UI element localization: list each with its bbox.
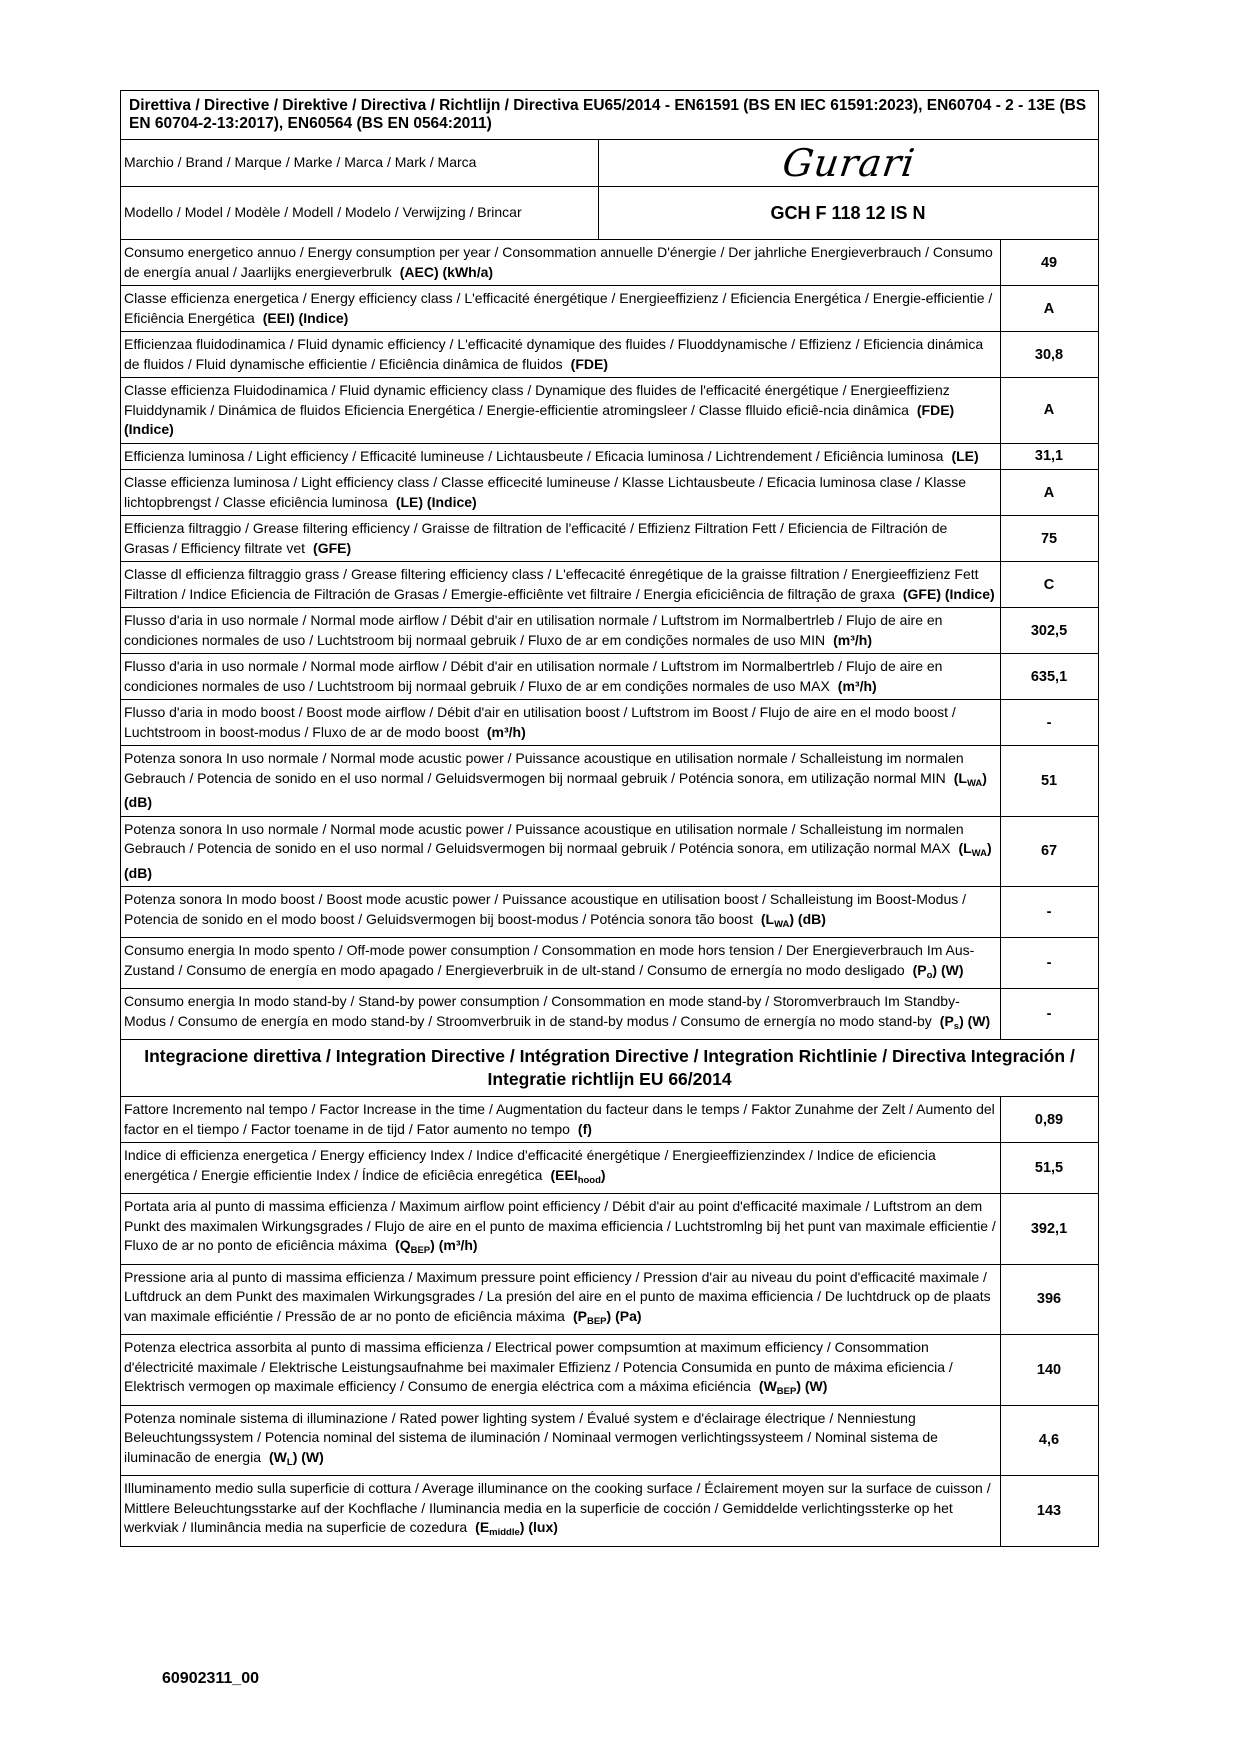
brand-logo-cell: [599, 140, 1099, 187]
spec-label: Classe efficienza energetica / Energy efficiency class / L'efficacité énergétique / Energieeffizienz / Eficiencia Energética / Energie-efficientie / Eficiência Energética: [124, 290, 993, 326]
brand-label: Marchio / Brand / Marque / Marke / Marca / Mark / Marca: [121, 140, 599, 187]
spec-value: A: [1001, 286, 1099, 332]
spec-code-symbol: (L: [760, 910, 775, 927]
spec-code: (EEI) (Indice): [262, 309, 349, 326]
spec-row: [121, 332, 1099, 378]
spec-value: -: [1001, 938, 1099, 989]
integration-header-row: [121, 1040, 1099, 1097]
spec-label-cell: [121, 1476, 1001, 1547]
spec-label-cell: [121, 816, 1001, 887]
spec-code: (f): [577, 1120, 592, 1137]
spec-label-cell: [121, 608, 1001, 654]
spec-code-subscript: BEP: [410, 1245, 431, 1256]
spec-value: 67: [1001, 816, 1099, 887]
spec-value: 31,1: [1001, 443, 1099, 470]
spec-label: Indice di efficienza energetica / Energy efficiency Index / Indice d'efficacité énergétique / Energieeffizienzindex / Indice de eficiencia energética / Energie efficientie Index / Índice de eficiêcia enregética: [124, 1147, 936, 1183]
spec-code-unit: ) (Pa): [606, 1307, 642, 1324]
spec-label: Portata aria al punto di massima efficienza / Maximum airflow point efficiency / Débit d'air au point d'efficacité maximale / Luftstrom an dem Punkt des maximalen Wirkungsgrades / Flujo de aire en el punto de maxima efficiencia / Luchtstromlng bij het punt van maximale efficientie / Fluxo de ar no ponto de eficiência máxima: [124, 1198, 996, 1253]
spec-label-cell: [121, 1194, 1001, 1265]
spec-value: -: [1001, 887, 1099, 938]
spec-code-subscript: middle: [489, 1527, 520, 1538]
spec-row: [121, 654, 1099, 700]
spec-label: Efficienza filtraggio / Grease filtering efficiency / Graisse de filtration de l'efficacité / Effizienz Filtration Fett / Eficiencia de Filtración de Grasas / Efficiency filtrate vet: [124, 520, 948, 556]
spec-code-unit: ) (W): [292, 1448, 324, 1465]
spec-label-cell: [121, 240, 1001, 286]
spec-code-symbol: (L: [958, 840, 972, 856]
spec-row: [121, 887, 1099, 938]
spec-label-cell: [121, 1097, 1001, 1143]
spec-label-cell: [121, 938, 1001, 989]
spec-value: A: [1001, 378, 1099, 444]
spec-value: 51: [1001, 746, 1099, 817]
spec-code-unit: ) (m³/h): [430, 1237, 478, 1253]
spec-value: 4,6: [1001, 1405, 1099, 1476]
spec-row: [121, 443, 1099, 470]
spec-row: [121, 938, 1099, 989]
spec-code-symbol: (P: [939, 1012, 954, 1029]
spec-label: Flusso d'aria in uso normale / Normal mode airflow / Débit d'air en utilisation normale / Luftstrom im Normalbertrleb / Flujo de aire en condiciones normales de uso / Luchtstroom bij normaal gebruik / Fluxo de ar em condições normales de uso MIN: [124, 612, 943, 648]
spec-value: 143: [1001, 1476, 1099, 1547]
spec-row: [121, 1194, 1099, 1265]
spec-label: Efficienza luminosa / Light efficiency / Efficacité lumineuse / Lichtausbeute / Eficacia luminosa / Lichtrendement / Eficiência luminosa: [124, 447, 944, 464]
spec-code: (FDE) (Indice): [124, 401, 955, 437]
spec-code-unit: ) (W): [959, 1012, 991, 1029]
spec-label-cell: [121, 700, 1001, 746]
spec-value: 635,1: [1001, 654, 1099, 700]
spec-code: (LE) (Indice): [395, 493, 477, 510]
spec-value: -: [1001, 700, 1099, 746]
spec-code: (FDE): [570, 355, 608, 372]
spec-code: (GFE) (Indice): [902, 585, 995, 602]
spec-code-symbol: (P: [572, 1307, 587, 1324]
spec-label: Efficienzaa fluidodinamica / Fluid dynamic efficiency / L'efficacité dynamique des fluides / Fluoddynamische / Effizienz / Eficiencia dinámica de fluidos / Fluid dynamische efficientie / Eficiência dinâmica de fluidos: [124, 336, 984, 372]
spec-value: C: [1001, 562, 1099, 608]
spec-value: 75: [1001, 516, 1099, 562]
spec-label: Classe dl efficienza filtraggio grass / Grease filtering efficiency class / L'effecacité énregétique de la graisse filtration / Energieeffizienz Fett Filtration / Indice Eficiencia de Filtración de Grasas / Emergie-efficiênte vet filtraire / Energia eficiciência de filtração de graxa: [124, 566, 979, 602]
spec-row: [121, 989, 1099, 1040]
spec-code-subscript: hood: [577, 1174, 601, 1186]
spec-code: (m³/h): [833, 631, 873, 648]
spec-value: 51,5: [1001, 1143, 1099, 1194]
spec-code-subscript: BEP: [586, 1315, 607, 1327]
directive-header: Direttiva / Directive / Direktive / Directiva / Richtlijn / Directiva EU65/2014 - EN61591 (BS EN IEC 61591:2023), EN60704 - 2 - 13E (BS EN 60704-2-13:2017), EN60564 (BS EN 0564:2011): [121, 91, 1099, 140]
spec-label-cell: [121, 654, 1001, 700]
spec-label: Consumo energia In modo stand-by / Stand-by power consumption / Consommation en mode stand-by / Storomverbrauch Im Standby-Modus / Consumo de energía en modo stand-by / Stroomverbruik in de stand-by modus / Consumo de ernergía no modo stand-by: [124, 993, 960, 1029]
spec-label: Flusso d'aria in uso normale / Normal mode airflow / Débit d'air en utilisation normale / Luftstrom im Normalbertrleb / Flujo de aire en condiciones normales de uso / Luchtstroom bij normaal gebruik / Fluxo de ar em condições normales de uso MAX: [124, 658, 943, 694]
spec-label: Potenza electrica assorbita al punto di massima efficienza / Electrical power compsumtion at maximum efficiency / Consommation d'électricité maximale / Elektrische Leistungsaufnahme bei maximaler Effizienz / Potencia Consumida en punto de máxima eficiencia / Elektrisch vermogen op maximale efficiency / Consumo de energia eléctrica com a máxima eficiéncia: [124, 1339, 953, 1394]
spec-row: [121, 240, 1099, 286]
spec-value: 49: [1001, 240, 1099, 286]
energy-label-table: [120, 90, 1099, 1547]
spec-value: 396: [1001, 1264, 1099, 1335]
spec-code: [475, 1519, 558, 1538]
spec-code: (m³/h): [486, 723, 526, 740]
spec-label-cell: [121, 470, 1001, 516]
spec-row: [121, 1097, 1099, 1143]
spec-label-cell: [121, 1405, 1001, 1476]
spec-row: [121, 470, 1099, 516]
spec-code-subscript: s: [953, 1020, 960, 1032]
spec-value: 302,5: [1001, 608, 1099, 654]
spec-code-symbol: (EEI: [550, 1166, 578, 1183]
spec-value: 30,8: [1001, 332, 1099, 378]
spec-code: (GFE): [313, 539, 352, 556]
spec-label: Potenza sonora In modo boost / Boost mode acustic power / Puissance acoustique en utilisation boost / Schalleistung im Boost-Modus / Potencia de sonido en el modo boost / Geluidsvermogen bij boost-modus / Poténcia sonora tão boost: [124, 891, 967, 927]
spec-label: Potenza nominale sistema di illuminazione / Rated power lighting system / Évalué system e d'éclairage électrique / Nenniestung Beleuchtungssystem / Potencia nominal del sistema de iluminación / Nominaal vermogen verlichtingssysteem / Nominal sistema de iluminacão de energia: [124, 1409, 938, 1465]
spec-row: [121, 816, 1099, 887]
spec-label: Illuminamento medio sulla superficie di cottura / Average illuminance on the cooking surface / Éclairement moyen sur la surface de cuisson / Mittlere Beleuchtungsstarke auf der Kochflache / Iluminancia media en la superficie de cocción / Gemiddelde verlichtingssterke op het werkviak / Iluminância media na superficie de cozedura: [124, 1480, 991, 1535]
spec-label-cell: [121, 443, 1001, 470]
spec-label-cell: [121, 516, 1001, 562]
document-code: 60902311_00: [162, 1670, 259, 1687]
spec-row: [121, 378, 1099, 444]
brand-logo: Gurari: [779, 141, 918, 185]
spec-code: [268, 1448, 324, 1468]
model-value: GCH F 118 12 IS N: [599, 187, 1099, 240]
spec-row: [121, 1405, 1099, 1476]
spec-label-cell: [121, 562, 1001, 608]
spec-code-symbol: (P: [912, 961, 927, 978]
spec-code-symbol: (W: [758, 1378, 777, 1394]
spec-row: [121, 562, 1099, 608]
spec-code: [912, 961, 964, 981]
spec-label-cell: [121, 887, 1001, 938]
spec-label-cell: [121, 1264, 1001, 1335]
brand-row: [121, 140, 1099, 187]
spec-code-unit: ) (W): [796, 1378, 828, 1394]
spec-label: Consumo energia In modo spento / Off-mode power consumption / Consommation en mode hors tension / Der Energieverbrauch Im Aus-Zustand / Consumo de energía en modo apagado / Energieverbruik in de ult-stand / Consumo de ernergía no modo desligado: [124, 942, 975, 978]
spec-value: A: [1001, 470, 1099, 516]
spec-value: -: [1001, 989, 1099, 1040]
spec-code-symbol: (E: [475, 1519, 490, 1535]
spec-code: [395, 1237, 478, 1256]
spec-label: Potenza sonora In uso normale / Normal mode acustic power / Puissance acoustique en utilisation normale / Schalleistung im normalen Gebrauch / Potencia de sonido en el uso normal / Geluidsvermogen bij normaal gebruik / Poténcia sonora, em utilização normal MAX: [124, 820, 964, 856]
spec-code: [758, 1378, 828, 1397]
spec-code-unit: ) (dB): [124, 840, 992, 881]
spec-code-unit: ) (dB): [789, 910, 826, 927]
directive-header-row: [121, 91, 1099, 140]
spec-code: [572, 1307, 642, 1327]
spec-label-cell: [121, 1335, 1001, 1406]
spec-code-unit: ) (W): [932, 961, 964, 978]
spec-label-cell: [121, 746, 1001, 817]
spec-code: [760, 910, 826, 930]
spec-code-unit: ) (dB): [124, 769, 987, 810]
spec-value: 392,1: [1001, 1194, 1099, 1265]
spec-row: [121, 1476, 1099, 1547]
spec-row: [121, 1143, 1099, 1194]
spec-label-cell: [121, 1143, 1001, 1194]
spec-value: 140: [1001, 1335, 1099, 1406]
spec-row: [121, 1264, 1099, 1335]
spec-row: [121, 1335, 1099, 1406]
spec-code-subscript: WA: [966, 777, 983, 789]
spec-label-cell: [121, 286, 1001, 332]
spec-code-subscript: BEP: [776, 1386, 797, 1397]
spec-code-unit: ) (lux): [519, 1519, 558, 1535]
model-label: Modello / Model / Modèle / Modell / Modelo / Verwijzing / Brincar: [121, 187, 599, 240]
spec-label: Flusso d'aria in modo boost / Boost mode airflow / Débit d'air en utilisation boost / Luftstrom im Boost / Flujo de aire en el modo boost / Luchtstroom in boost-modus / Fluxo de ar de modo boost: [124, 704, 956, 740]
spec-row: [121, 700, 1099, 746]
spec-label: Classe efficienza luminosa / Light efficiency class / Classe efficecité lumineuse / Klasse Lichtausbeute / Eficacia luminosa clase / Klasse lichtopbrengst / Classe eficiência luminosa: [124, 474, 966, 510]
spec-label-cell: [121, 332, 1001, 378]
model-row: [121, 187, 1099, 240]
spec-code-subscript: WA: [774, 918, 790, 930]
spec-label: Fattore Incremento nal tempo / Factor Increase in the time / Augmentation du facteur dans le temps / Faktor Zunahme der Zelt / Aumento del factor en el tiempo / Factor toename in de tijd / Fator aumento no tempo: [124, 1101, 995, 1137]
spec-label-cell: [121, 989, 1001, 1040]
spec-code-subscript: o: [926, 969, 933, 981]
spec-code: (AEC) (kWh/a): [399, 263, 494, 280]
spec-label-cell: [121, 378, 1001, 444]
spec-code-unit: ): [600, 1166, 606, 1183]
spec-label: Pressione aria al punto di massima efficienza / Maximum pressure point efficiency / Pression d'air au niveau du point d'efficacité maximale / Luftdruck an dem Punkt des maximalen Wirkungsgrades / La presión del aire en el punto de maxima efficiencia / De luchtdruck op de plaats van maximale efficiéntie / Pressão de ar no ponto de eficiência máxima: [124, 1268, 991, 1324]
spec-row: [121, 286, 1099, 332]
spec-value: 0,89: [1001, 1097, 1099, 1143]
spec-code-subscript: WA: [971, 848, 987, 859]
spec-code: (m³/h): [837, 677, 877, 694]
integration-directive-title: Integracione direttiva / Integration Directive / Intégration Directive / Integration Richtlinie / Directiva Integración / Integratie richtlijn EU 66/2014: [121, 1040, 1099, 1097]
spec-label: Potenza sonora In uso normale / Normal mode acustic power / Puissance acoustique en utilisation normale / Schalleistung im normalen Gebrauch / Potencia de sonido en el uso normal / Geluidsvermogen bij normaal gebruik / Poténcia sonora, em utilização normal MIN: [124, 750, 964, 786]
spec-code-symbol: (Q: [395, 1237, 411, 1253]
spec-code: (LE): [951, 447, 979, 464]
spec-row: [121, 608, 1099, 654]
spec-code-subscript: L: [286, 1456, 293, 1468]
spec-label: Classe efficienza Fluidodinamica / Fluid dynamic efficiency class / Dynamique des fluides de l'efficacité énergétique / Energieeffizienz Fluiddynamik / Dinámica de fluidos Eficiencia Energética / Energie-efficientie atromingsleer / Classe flluido eficiê-ncia dinâmica: [124, 382, 950, 418]
spec-code-symbol: (W: [268, 1448, 287, 1465]
spec-code: [550, 1166, 606, 1186]
spec-code: [939, 1012, 991, 1032]
spec-code-symbol: (L: [953, 769, 967, 786]
spec-row: [121, 746, 1099, 817]
spec-label: Consumo energetico annuo / Energy consumption per year / Consommation annuelle D'énergie / Der jahrliche Energieverbrauch / Consumo de energía anual / Jaarlijks energieverbrulk: [124, 244, 993, 280]
spec-row: [121, 516, 1099, 562]
